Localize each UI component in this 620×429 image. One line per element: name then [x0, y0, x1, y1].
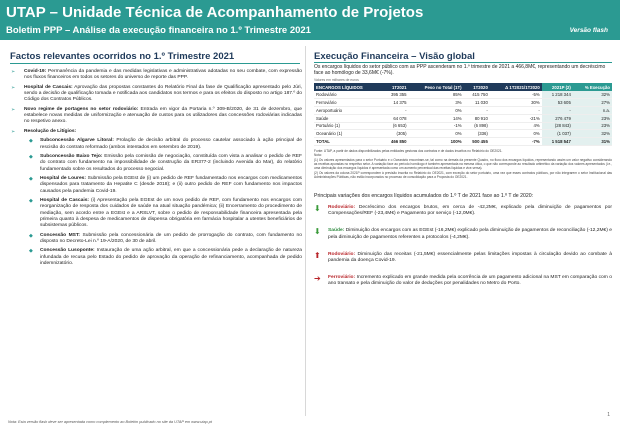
variation-text: Diminuição dos encargos com as EGEst (-16,2M€) explicado pela diminuição de pagamentos de reconciliação (-12,2M€) e pela diminuição de pagamentos referentes a protocolos (-4,2M€).: [328, 228, 612, 240]
table-cell: (6 653): [382, 122, 408, 130]
footer-note: Nota: Esta versão flash deve ser apresentada como complemento ao Boletim publicado no site da UTAP em www.utap.pt: [8, 420, 212, 424]
variation-text: Incremento explicado em grande medida pela ocorrência de um pagamento adicional na MST em comparação com o ano transato e pela diminuição do valor de deduções por penalidades no Metro do Porto.: [328, 275, 612, 287]
left-heading: Factos relevantes ocorridos no 1.º Trimestre 2021: [10, 51, 235, 62]
diamond-icon: ◆: [29, 248, 33, 255]
diamond-icon: ◆: [29, 198, 33, 205]
table-cell: -: [382, 106, 408, 114]
table-header: 2021P (2): [542, 83, 573, 91]
arrow-icon: ➢: [11, 106, 16, 113]
table-note: (2) Os valores da coluna 2021P correspondem à previsão inscrita no Relatório do OE2021, com exceção do setor portuário, uma vez que esses contratos públicos, por não integrarem o setor Institucional das Administrações Públicas, não estão incorporados no processo de consolidação para a Proposta do OE2021.: [314, 170, 612, 179]
table-note: (1) Os valores apresentados para o setor Portuário e o Oceanário encontram-se, tal como na demais da presente Quadro, no fluxo dos encargos líquidos, representando assim um valor negativo considerando as receitas apuradas no respetivo setor. A variação face ao período homólogo é também apresentada na mesma ótica, o que não corresponde ao resultado aritmético da variação dos valores apresentados (i.e., uma diminuição dos encargos líquidos é apresentada como um aumento percentual das receitas liquidas e vice-versa).: [314, 158, 612, 171]
sub-list-item: ◆ Concessão Lusoponte: Instauração de uma ação arbitral, em que a concessionária pede a declaração de natureza infundada de recusa pelo Estado do pedido de aprovação da operação de refinanciamento, acompanhada de pedido indemnizatório.: [29, 248, 302, 266]
intro-text: Os encargos líquidos do setor público com as PPP ascenderam no 1.º trimestre de 2021 a 466,8M€, representando um decréscimo face ao homólogo de 33,6M€ (-7%).: [314, 64, 606, 77]
table-header: Peso no Total (1T): [409, 83, 464, 91]
table-cell: Portuário (1): [314, 122, 382, 130]
table-row: [314, 122, 612, 130]
variation-text: Decréscimo dos encargos brutos, em cerca de -42,2M€, explicado pela diminuição de pagamentos por Compensações/REF (-23,4M€) e Pagamento por serviço (-12,0M€).: [328, 205, 612, 217]
table-cell: 14%: [409, 114, 464, 122]
table-cell: 3%: [409, 99, 464, 107]
table-cell: 14 375: [382, 99, 408, 107]
table-cell: 0%: [409, 106, 464, 114]
list-item: ➢ Resolução de Litígios:: [11, 128, 77, 135]
right-heading-rule: [314, 62, 612, 63]
page-number: 1: [607, 412, 610, 418]
arrow-icon: ➢: [11, 69, 16, 75]
table-cell: 0%: [490, 130, 542, 138]
sub-list-item: ◆ Subconcessão Baixo Tejo: Emissão pela comissão de negociação, constituída com vista a analisar o pedido de REF do contrato com fundamento na impossibilidade de construção da ER377-2 (incluindo Avenida do Mar), do relatório fundamentado sobre os resultados do processo negocial.: [29, 154, 303, 172]
sub-list-item: ◆ Concessão MST: Submissão pela concessionária de um pedido de prorrogação do contrato, com fundamento no disposto no Decreto-Lei n.º 19-A/2020, de 30 de abril.: [29, 232, 302, 244]
arrow-up-icon: ⬆: [314, 250, 321, 260]
left-heading-rule: [10, 63, 300, 64]
sub-list-item: ◆ Hospital de Cascais: (i) Apresentação pela EGEst de um novo pedido de REF, com fundamento nos encargos com reorganização de resposta dos cuidados de saúde na atual situação pandémica; (ii) Encerramento do procedimento de mediação, sem acordo entre a EGEst e a ARSLVT, sobre o pedido de responsabilidade financeira apresentada pela primeira quanto à despesa de medicamentos de dispensa obrigatória em farmácia hospitalar a utentes beneficiários de subsistemas públicos.: [29, 198, 302, 228]
unit-note: Valores em milhares de euros: [314, 78, 359, 83]
table-cell: 0%: [409, 130, 464, 138]
table-cell: -: [542, 106, 573, 114]
diamond-icon: ◆: [29, 176, 33, 183]
page-subtitle: Boletim PPP – Análise da execução financeira no 1.º Trimestre 2021: [6, 25, 311, 36]
financial-table: [314, 83, 612, 145]
table-row: [314, 106, 612, 114]
table-row: [314, 114, 612, 122]
table-cell: 85%: [409, 91, 464, 98]
table-cell: Saúde: [314, 114, 382, 122]
arrow-icon: ➢: [11, 128, 16, 135]
header-banner: [0, 0, 620, 40]
table-header: % Execução: [573, 83, 612, 91]
table-cell: 1 518 547: [542, 138, 573, 146]
table-cell: 276 479: [542, 114, 573, 122]
table-cell: 80 910: [464, 114, 490, 122]
table-cell: -: [490, 106, 542, 114]
table-header: 1T2021: [382, 83, 408, 91]
variation-item: [314, 205, 612, 217]
diamond-icon: ◆: [29, 232, 33, 239]
diamond-icon: ◆: [29, 138, 33, 145]
table-cell: 100%: [409, 138, 464, 146]
right-heading: Execução Financeira – Visão global: [314, 51, 475, 62]
table-cell: (1 037): [542, 130, 573, 138]
table-cell: 32%: [573, 91, 612, 98]
sub-list-item: ◆ Subconcessão Algarve Litoral: Prolação de decisão arbitral do processo cautelar associado à ação principal de rescisão do contrato reformado (ambos intentados em setembro de 2019).: [29, 138, 302, 150]
table-cell: 23%: [573, 122, 612, 130]
table-cell: (336): [464, 130, 490, 138]
table-cell: 11 030: [464, 99, 490, 107]
table-cell: 466 850: [382, 138, 408, 146]
table-header: 1T2020: [464, 83, 490, 91]
arrow-icon: ➢: [11, 84, 16, 91]
table-header: ENCARGOS LÍQUIDOS: [314, 83, 382, 91]
variation-text: Diminuição das receitas (-21,5M€) essencialmente pelas limitações impostas à circulação devido ao combate à pandemia da doença Covid-19.: [328, 251, 612, 264]
arrow-down-icon: ⬇: [314, 204, 321, 214]
page-title: UTAP – Unidade Técnica de Acompanhamento de Projetos: [6, 4, 424, 21]
table-cell: (28 843): [542, 122, 573, 130]
table-cell: Rodoviário: [314, 91, 382, 98]
table-cell: 395 355: [382, 91, 408, 98]
variation-label: Saúde:: [328, 228, 345, 234]
table-cell: -21%: [490, 114, 542, 122]
table-cell: 30%: [490, 99, 542, 107]
sub-list-item: ◆ Hospital de Loures: Submissão pela EGEst de (i) um pedido de REF fundamentado nos encargos com medicamentos dispensados para tratamento da Hepatite C (desde 2018); e (ii) outro pedido de REF com fundamento nos impactos causados pela pandemia Covid-19.: [29, 176, 302, 194]
column-divider: [305, 46, 306, 416]
variation-label: Rodoviário:: [328, 251, 356, 257]
financial-column: [314, 64, 612, 299]
table-cell: 415 750: [464, 91, 490, 98]
table-cell: 500 455: [464, 138, 490, 146]
table-cell: (305): [382, 130, 408, 138]
table-row: [314, 130, 612, 138]
table-cell: Ferroviário: [314, 99, 382, 107]
table-cell: 4%: [490, 122, 542, 130]
table-cell: 27%: [573, 99, 612, 107]
table-note: Fonte: UTAP, a partir de dados disponibilizados pelas entidades gestoras dos contratos e de dados inscritos no Relatório do OE2021.: [314, 148, 503, 153]
variations-list: [314, 205, 612, 288]
table-cell: -7%: [490, 138, 542, 146]
diamond-icon: ◆: [29, 154, 33, 161]
table-cell: 64 078: [382, 114, 408, 122]
table-note: Nota:: [314, 153, 322, 158]
table-cell: (6 898): [464, 122, 490, 130]
variation-label: Ferroviário:: [328, 275, 356, 281]
table-cell: 32%: [573, 130, 612, 138]
variation-item: [314, 228, 612, 240]
table-header-row: [314, 83, 612, 91]
facts-column: [10, 69, 302, 270]
table-cell: 23%: [573, 114, 612, 122]
arrow-right-icon: ➔: [314, 274, 321, 284]
table-cell: -5%: [490, 91, 542, 98]
table-cell: TOTAL: [314, 138, 382, 146]
table-cell: Oceanário (1): [314, 130, 382, 138]
table-cell: n.a.: [573, 106, 612, 114]
table-cell: 1 218 344: [542, 91, 573, 98]
table-row: [314, 99, 612, 107]
variation-item: [314, 252, 612, 264]
table-row: [314, 91, 612, 98]
list-item: ➢ Hospital de Cascais: Aprovação das propostas constantes do Relatório Final da fase de Qualificação apresentado pelo Júri, sendo a decisão de qualificação tomada e notificada aos candidatos nos termos e para os efeitos do disposto no artigo 187.º do Código dos Contratos Públicos.: [11, 84, 302, 103]
table-body: [314, 91, 612, 145]
table-cell: Aeroportuário: [314, 106, 382, 114]
variation-label: Rodoviário:: [328, 205, 356, 211]
list-item: ➢ Covid-19: Permanência da pandemia e das medidas legislativas e administrativas adotadas no seu combate, com expressão nos fluxos financeiros em todos os setores do universo de reporte das PPP.: [11, 69, 302, 81]
table-cell: -: [464, 106, 490, 114]
arrow-down-icon: ⬇: [314, 227, 321, 237]
variation-item: [314, 275, 612, 287]
table-header: Δ 1T2021/1T2020: [490, 83, 542, 91]
list-item: ➢ Novo regime de portagens no setor rodoviário: Entrada em vigor da Portaria n.º 309-B/2020, de 31 de dezembro, que estabelece novas medidas de uniformização e atenuação de custos para os utilizadores das concessões rodoviárias indicadas no respetivo anexo.: [11, 106, 302, 125]
table-total-row: [314, 138, 612, 146]
table-cell: -1%: [409, 122, 464, 130]
table-notes: [314, 149, 612, 179]
version-label: Versão flash: [569, 27, 608, 34]
table-cell: 53 605: [542, 99, 573, 107]
table-cell: 31%: [573, 138, 612, 146]
variations-title: Principais variações dos encargos líquidos acumulados do 1.º T de 2021 face ao 1.º T de 2020:: [314, 193, 534, 200]
